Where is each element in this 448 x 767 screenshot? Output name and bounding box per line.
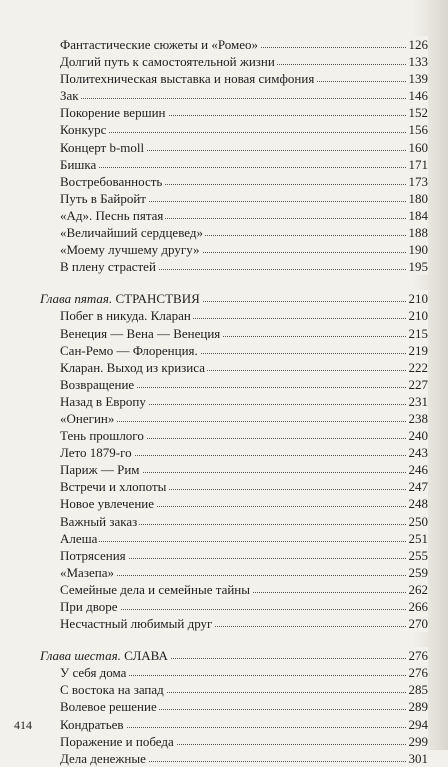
toc-entry-title: Кондратьев: [60, 716, 124, 732]
toc-entry-page-number: 259: [406, 564, 429, 581]
toc-entry-title: Венеция — Вена — Венеция: [60, 325, 221, 341]
toc-entry: [40, 359, 428, 376]
toc-entry-title: Новое увлечение: [60, 496, 155, 512]
toc-entry-page-number: 184: [406, 207, 429, 224]
toc-entry: [40, 698, 428, 715]
toc-entry: [40, 325, 428, 342]
toc-entry-page-number: 285: [406, 681, 429, 698]
toc-entry: [40, 664, 428, 681]
toc-entry: [40, 581, 428, 598]
toc-entry: [40, 598, 428, 615]
toc-entry: [40, 410, 428, 427]
toc-entry-page-number: 222: [406, 359, 429, 376]
toc-entry-title: Дела денежные: [60, 750, 146, 766]
toc-entry-title: Сан-Ремо — Флоренция.: [60, 342, 198, 358]
toc-entry-title: В плену страстей: [60, 259, 156, 275]
toc-entry-title: «Моему лучшему другу»: [60, 242, 200, 258]
toc-entry-page-number: 126: [406, 36, 429, 53]
page-number: 414: [14, 718, 32, 732]
toc-entry-title: При дворе: [60, 599, 118, 614]
toc-entry-title: Лето 1879-го: [60, 445, 132, 461]
dot-leader: [60, 167, 428, 168]
toc-entry-page-number: 152: [406, 104, 429, 121]
toc-entry-title: Кларан. Выход из кризиса: [60, 359, 205, 375]
toc-entry-title: Важный заказ: [60, 513, 138, 529]
toc-entry-title: Бишка: [60, 156, 97, 172]
toc-entry: [40, 53, 428, 70]
toc-entry-title: Зак: [60, 88, 79, 104]
toc-entry-title: Возвращение: [60, 376, 135, 392]
toc-entry-title: Несчастный любимый друг: [60, 616, 213, 632]
toc-entry: [40, 342, 428, 359]
toc-entry-page-number: 243: [406, 444, 429, 461]
toc-entry-page-number: 190: [406, 241, 429, 258]
toc-entry-page-number: 247: [406, 478, 429, 495]
toc-entry: [40, 224, 428, 241]
toc-entry-page-number: 146: [406, 87, 429, 104]
toc-chapter-row: [40, 647, 428, 664]
toc-entry-title: «Онегин»: [60, 410, 115, 426]
toc-entry-page-number: 219: [406, 342, 429, 359]
toc-entry-page-number: 248: [406, 495, 429, 512]
toc-entry-title: Побег в никуда. Кларан: [60, 308, 191, 324]
chapter-heading: [40, 290, 202, 307]
chapter-title: СТРАНСТВИЯ: [115, 291, 200, 307]
toc-entry: [40, 530, 428, 547]
toc-entry: [40, 513, 428, 530]
toc-entry-page-number: 210: [406, 307, 429, 324]
toc-entry-title: Путь в Байройт: [60, 190, 146, 206]
toc-entry-title: Семейные дела и семейные тайны: [60, 581, 250, 597]
toc-entry-page-number: 173: [406, 173, 429, 190]
toc-entry: [40, 733, 428, 750]
toc-entry-title: Конкурс: [60, 122, 107, 138]
toc-entry: [40, 393, 428, 410]
toc-entry-page-number: 250: [406, 513, 429, 530]
toc-entry: [40, 750, 428, 767]
toc-entry: [40, 564, 428, 581]
toc-entry-title: У себя дома: [60, 665, 127, 681]
toc-entry-page-number: 301: [406, 750, 429, 767]
toc-entry-title: Концерт b-moll: [60, 139, 145, 155]
section-gap: [40, 632, 428, 647]
toc-entry: [40, 156, 428, 173]
toc-entry: [40, 615, 428, 632]
toc-entry-page-number: 195: [406, 258, 429, 275]
chapter-prefix: Глава шестая.: [40, 648, 121, 664]
chapter-prefix: Глава пятая.: [40, 291, 113, 307]
toc-entry-page-number: 255: [406, 547, 429, 564]
toc-entry-page-number: 180: [406, 190, 429, 207]
toc-entry-title: Покорение вершин: [60, 105, 166, 121]
toc-entry: [40, 70, 428, 87]
toc-entry: [40, 681, 428, 698]
toc-entry: [40, 547, 428, 564]
toc-entry: [40, 87, 428, 104]
toc-entry-title: Поражение и победа: [60, 733, 174, 749]
toc-entry: [40, 190, 428, 207]
toc-entry-page-number: 289: [406, 698, 429, 715]
toc-entry: [40, 241, 428, 258]
toc-entry-page-number: 240: [406, 427, 429, 444]
toc-entry: [40, 207, 428, 224]
toc-entry-page-number: 139: [406, 70, 429, 87]
toc-entry: [40, 444, 428, 461]
toc-entry-title: «Величайший сердцевед»: [60, 225, 203, 241]
toc-entry: [40, 376, 428, 393]
toc-entry: [40, 139, 428, 156]
chapter-heading: [40, 647, 170, 664]
toc-entry-page-number: 171: [406, 156, 429, 173]
toc-entry: [40, 173, 428, 190]
toc-entry: [40, 495, 428, 512]
toc-entry-title: Назад в Европу: [60, 393, 146, 409]
toc-entry-page-number: 299: [406, 733, 429, 750]
chapter-title: СЛАВА: [124, 648, 168, 664]
toc-entry-page-number: 227: [406, 376, 429, 393]
toc-entry-title: Встречи и хлопоты: [60, 479, 167, 495]
toc-entry: [40, 478, 428, 495]
toc-entry-page-number: 276: [406, 664, 429, 681]
toc-entry-page-number: 231: [406, 393, 429, 410]
toc-entry-title: Долгий путь к самостоятельной жизни: [60, 54, 275, 70]
toc-entry: [40, 258, 428, 275]
toc-chapter-row: [40, 290, 428, 307]
toc-entry: [40, 461, 428, 478]
toc-entry-page-number: 215: [406, 325, 429, 342]
toc-entry-title: Тень прошлого: [60, 428, 144, 444]
toc-entry: [40, 36, 428, 53]
chapter-page-number: 276: [406, 647, 429, 664]
toc-entry: [40, 716, 428, 733]
toc-entry-page-number: 238: [406, 410, 429, 427]
section-gap: [40, 275, 428, 290]
toc-entry-title: Фантастические сюжеты и «Ромео»: [60, 37, 258, 52]
toc-entry-page-number: 160: [406, 139, 429, 156]
toc-entry-page-number: 270: [406, 615, 429, 632]
toc-entry-title: «Ад». Песнь пятая: [60, 207, 164, 223]
dot-leader: [60, 132, 428, 133]
toc-entry-page-number: 251: [406, 530, 429, 547]
toc-entry-page-number: 246: [406, 461, 429, 478]
toc-entry: [40, 427, 428, 444]
toc-entry-title: Востребованность: [60, 173, 163, 189]
toc-entry: [40, 307, 428, 324]
toc-entry-title: Политехническая выставка и новая симфония: [60, 71, 315, 87]
dot-leader: [60, 98, 428, 99]
dot-leader: [60, 541, 428, 542]
toc-entry-page-number: 133: [406, 53, 429, 70]
toc-entry-title: «Мазепа»: [60, 564, 114, 580]
toc-entry: [40, 104, 428, 121]
table-of-contents: [40, 36, 428, 767]
toc-entry-page-number: 188: [406, 224, 429, 241]
toc-entry-page-number: 294: [406, 716, 429, 733]
toc-entry-page-number: 156: [406, 121, 429, 138]
toc-entry: [40, 121, 428, 138]
toc-entry-title: Потрясения: [60, 547, 126, 563]
toc-entry-title: Алеша: [60, 530, 98, 546]
toc-entry-title: Волевое решение: [60, 699, 157, 715]
chapter-page-number: 210: [406, 290, 429, 307]
toc-entry-title: Париж — Рим: [60, 462, 140, 478]
toc-entry-title: С востока на запад: [60, 682, 164, 698]
toc-entry-page-number: 262: [406, 581, 429, 598]
toc-entry-page-number: 266: [406, 598, 429, 615]
